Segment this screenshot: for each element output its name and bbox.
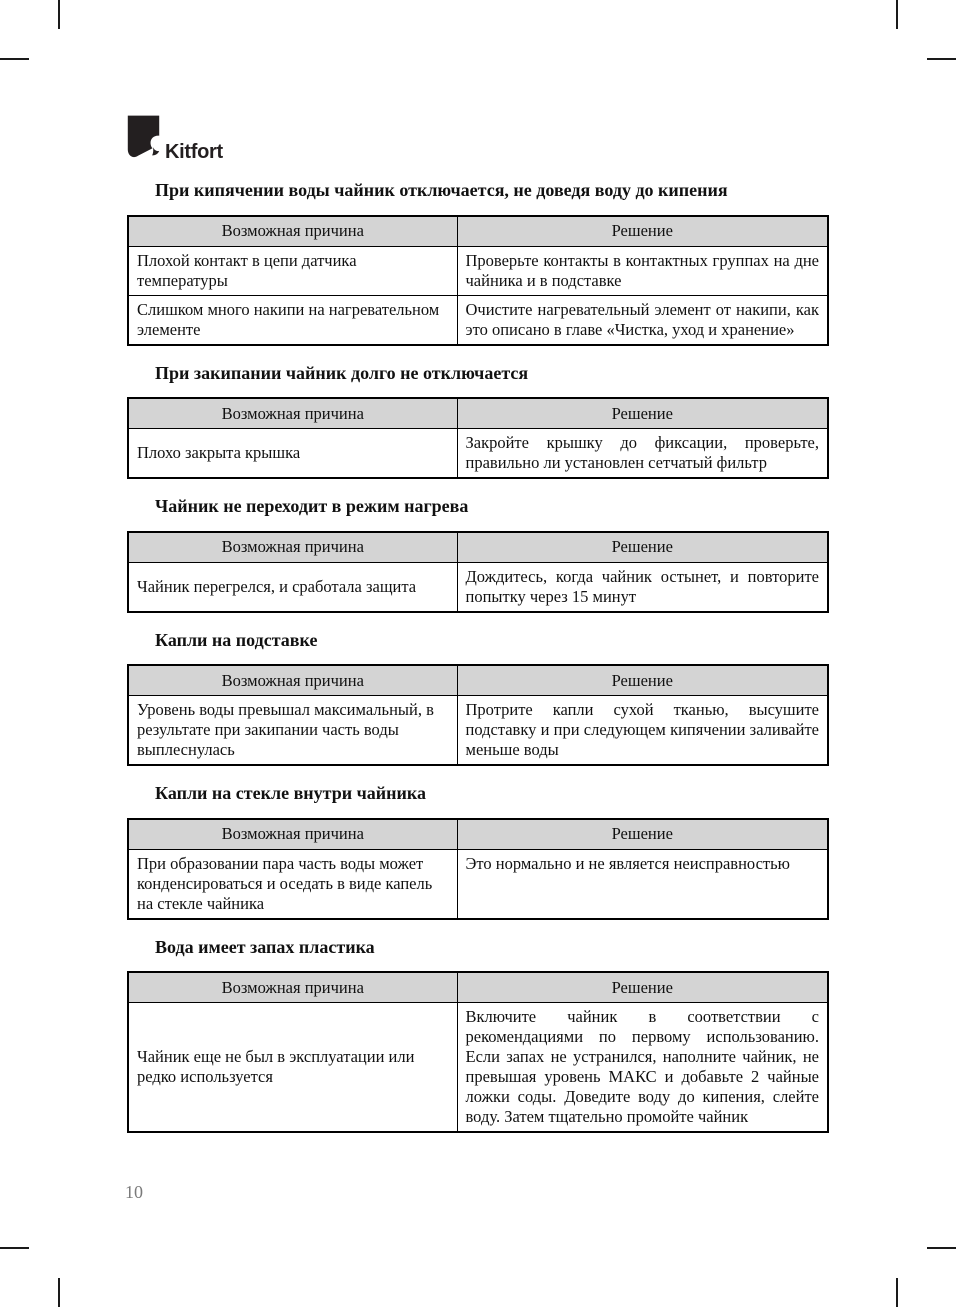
- solution-cell: Проверьте контакты в контактных группах на дне чайника и в подставке: [457, 246, 828, 295]
- crop-mark-top-left-horizontal: [0, 58, 29, 60]
- table-header-row: [128, 665, 828, 696]
- column-header-cause: Возможная причина: [128, 216, 457, 247]
- cause-cell: Уровень воды превышал максимальный, в результате при закипании часть воды выплеснулась: [128, 696, 457, 766]
- cause-cell: Чайник еще не был в эксплуатации или редко используется: [128, 1003, 457, 1133]
- cause-cell: Плохо закрыта крышка: [128, 429, 457, 479]
- column-header-solution: Решение: [457, 819, 828, 850]
- table-row: [128, 1003, 828, 1133]
- troubleshooting-table: [127, 531, 829, 613]
- cause-cell: Чайник перегрелся, и сработала защита: [128, 562, 457, 612]
- section-heading: Чайник не переходит в режим нагрева: [155, 496, 469, 516]
- brand-logo: [127, 110, 829, 163]
- column-header-cause: Возможная причина: [128, 972, 457, 1003]
- solution-cell: Дождитесь, когда чайник остынет, и повторите попытку через 15 минут: [457, 562, 828, 612]
- crop-mark-bottom-left-horizontal: [0, 1247, 29, 1249]
- section-plastic-smell: [127, 936, 829, 1134]
- column-header-solution: Решение: [457, 532, 828, 563]
- section-no-shutoff: [127, 362, 829, 480]
- table-row: [128, 246, 828, 295]
- solution-cell: Включите чайник в соответствии с рекомендациями по первому использованию. Если запах не устранился, наполните чайник, не превышая уровень МАКС и добавьте 2 чайные ложки соды. Доведите воду до кипения, слейте воду. Затем тщательно промойте чайник: [457, 1003, 828, 1133]
- table-row: [128, 696, 828, 766]
- section-heading: При закипании чайник долго не отключается: [155, 362, 529, 383]
- troubleshooting-table: [127, 397, 829, 479]
- section-boiling-shutoff: [127, 179, 829, 346]
- manual-page: [127, 110, 829, 1133]
- cause-cell: Слишком много накипи на нагревательном элементе: [128, 295, 457, 345]
- table-row: [128, 562, 828, 612]
- table-row: [128, 849, 828, 919]
- cause-cell: При образовании пара часть воды может конденсироваться и оседать в виде капель на стекле чайника: [128, 849, 457, 919]
- solution-cell: Протрите капли сухой тканью, высушите подставку и при следующем кипячении заливайте меньше воды: [457, 696, 828, 766]
- solution-cell: Очистите нагревательный элемент от накипи, как это описано в главе «Чистка, уход и хранение»: [457, 295, 828, 345]
- section-heading: Капли на стекле внутри чайника: [155, 783, 426, 803]
- table-header-row: [128, 819, 828, 850]
- crop-mark-bottom-right-vertical: [896, 1278, 898, 1307]
- solution-cell: Закройте крышку до фиксации, проверьте, правильно ли установлен сетчатый фильтр: [457, 429, 828, 479]
- column-header-cause: Возможная причина: [128, 532, 457, 563]
- section-drops-on-base: [127, 629, 829, 767]
- column-header-cause: Возможная причина: [128, 398, 457, 429]
- troubleshooting-table: [127, 818, 829, 920]
- table-header-row: [128, 398, 828, 429]
- solution-cell: Это нормально и не является неисправностью: [457, 849, 828, 919]
- section-drops-on-glass: [127, 782, 829, 920]
- column-header-solution: Решение: [457, 665, 828, 696]
- table-row: [128, 295, 828, 345]
- cause-cell: Плохой контакт в цепи датчика температуры: [128, 246, 457, 295]
- section-heading: Капли на подставке: [155, 629, 318, 650]
- crop-mark-bottom-left-vertical: [58, 1278, 60, 1307]
- table-header-row: [128, 532, 828, 563]
- page-number: 10: [125, 1182, 143, 1202]
- column-header-solution: Решение: [457, 398, 828, 429]
- crop-mark-top-left-vertical: [58, 0, 60, 29]
- troubleshooting-table: [127, 971, 829, 1133]
- section-heading: При кипячении воды чайник отключается, не доведя воду до кипения: [155, 180, 728, 200]
- table-header-row: [128, 972, 828, 1003]
- column-header-solution: Решение: [457, 216, 828, 247]
- troubleshooting-table: [127, 664, 829, 766]
- kitfort-logo-icon: [127, 110, 160, 163]
- troubleshooting-table: [127, 215, 829, 346]
- section-heading: Вода имеет запах пластика: [155, 936, 375, 957]
- brand-name: Kitfort: [165, 141, 223, 163]
- table-header-row: [128, 216, 828, 247]
- column-header-cause: Возможная причина: [128, 819, 457, 850]
- column-header-cause: Возможная причина: [128, 665, 457, 696]
- crop-mark-top-right-vertical: [896, 0, 898, 29]
- crop-mark-top-right-horizontal: [927, 58, 956, 60]
- column-header-solution: Решение: [457, 972, 828, 1003]
- crop-mark-bottom-right-horizontal: [927, 1247, 956, 1249]
- table-row: [128, 429, 828, 479]
- section-no-heating-mode: [127, 495, 829, 613]
